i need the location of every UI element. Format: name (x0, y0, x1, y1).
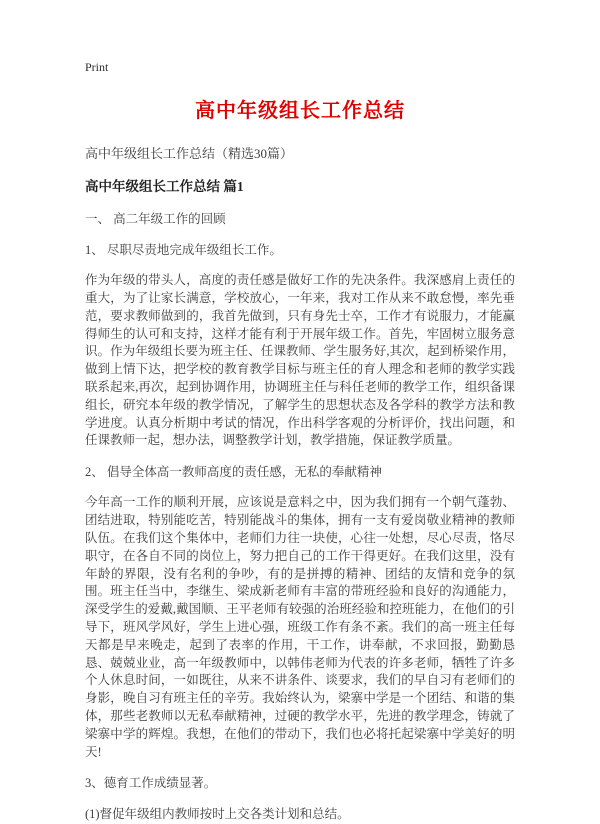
point3-heading: 3、德育工作成绩显著。 (85, 776, 217, 791)
paragraph-point1: 作为年级的带头人，高度的责任感是做好工作的先决条件。我深感肩上责任的重大，为了让家长满意，学校放心，一年来，我对工作从来不敢怠慢，率先垂范，要求教师做到的，我首先做到，只有身先士卒，工作才有说服力，才能赢得师生的认可和支持，这样才能有利于开展年级工作。首先，牢固树立服务意识。作为年级组长要为班主任、任课教师、学生服务好,其次，起到桥梁作用，做到上情下达，把学校的教育教学目标与班主任的育人理念和老师的教学实践联系起来,再次，起到协调作用，协调班主任与科任老师的教学工作，组织备课组长，研究本年级的教学情况，了解学生的思想状态及各学科的教学方法和教学进度。认真分析期中考试的情况，作出科学客观的分析评价，找出问题，和任课教师一起，想办法，调整教学计划，教学措施，保证教学质量。 (85, 273, 515, 448)
article-subtitle: 高中年级组长工作总结（精选30篇） (85, 146, 294, 161)
section-heading-review: 一、 高二年级工作的回顾 (85, 212, 226, 226)
point1-heading: 1、 尽职尽责地完成年级组长工作。 (85, 243, 282, 258)
point2-heading: 2、 倡导全体高一教师高度的责任感，无私的奉献精神 (85, 465, 382, 480)
print-link[interactable]: Print (85, 60, 109, 74)
article-part-heading: 高中年级组长工作总结 篇1 (85, 179, 244, 194)
point3-item-1: (1)督促年级组内教师按时上交各类计划和总结。 (85, 807, 350, 822)
article-title: 高中年级组长工作总结 (195, 100, 405, 122)
paragraph-point2: 今年高一工作的顺利开展，应该说是意料之中，因为我们拥有一个朝气蓬勃、团结进取，特别能吃苦，特别能战斗的集体，拥有一支有爱岗敬业精神的教师队伍。在我们这个集体中，老师们力往一块使，心往一处想，尽心尽责，恪尽职守，在各自不同的岗位上，努力把自己的工作干得更好。在我们这里，没有年龄的界限，没有名利的争吵，有的是拼搏的精神、团结的友情和竞争的氛围。班主任当中，李继生、梁成新老师有丰富的带班经验和良好的沟通能力，深受学生的爱戴,戴国顺、王平老师有较强的治班经验和控班能力，在他们的引导下，班风学风好，学生上进心强，班级工作有条不紊。我们的高一班主任每天都是早来晚走，起到了表率的作用，干工作，讲奉献，不求回报，勤勤恳恳、兢兢业业，高一年级教师中，以韩伟老师为代表的许多老师，牺牲了许多个人休息时间，一如既往，从来不讲条件、谈要求，我们的早自习有老师们的身影，晚自习有班主任的辛劳。我始终认为，梁寨中学是一个团结、和谐的集体，那些老教师以无私奉献精神，过硬的教学水平，先进的教学理念，铸就了梁寨中学的辉煌。我想，在他们的带动下，我们也必将托起梁寨中学美好的明天! (85, 495, 515, 759)
